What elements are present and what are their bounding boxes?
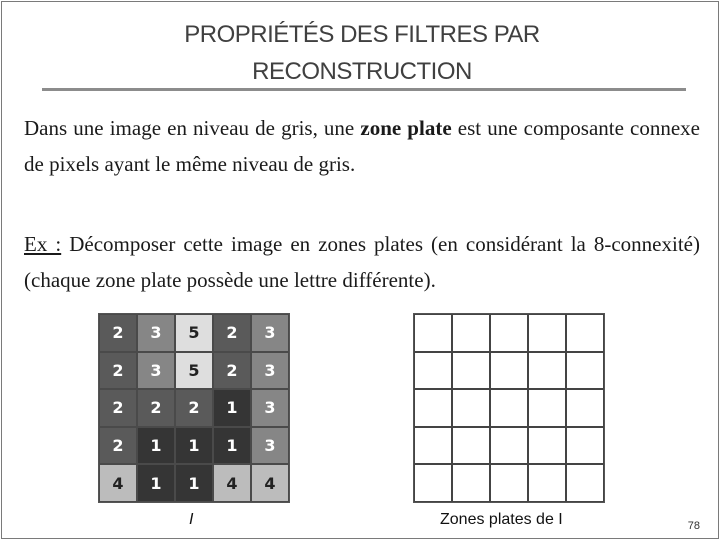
image-grid-cell: 3 [251,352,289,390]
result-grid-cell [528,389,566,427]
image-caption: I [189,511,194,528]
image-grid-cell: 4 [251,464,289,502]
image-grid-cell: 2 [213,352,251,390]
image-grid-cell: 4 [99,464,137,502]
image-grid-cell: 2 [99,314,137,352]
title-line-1: PROPRIÉTÉS DES FILTRES PAR [184,21,540,48]
image-grid-cell: 1 [213,389,251,427]
definition-text-end: est une composante connexe de pixels ayant le même niveau de gris. [24,116,700,176]
image-grid-cell: 1 [175,464,213,502]
image-grid-cell: 3 [137,352,175,390]
image-grid [98,313,290,503]
result-grid-cell [490,314,528,352]
result-grid-cell [566,314,604,352]
image-grid-cell: 5 [175,314,213,352]
result-grid-cell [490,352,528,390]
result-grid-cell [452,427,490,465]
image-grid-cell: 1 [213,427,251,465]
image-grid-cell: 3 [251,389,289,427]
result-grid-cell [490,389,528,427]
result-grid-cell [452,389,490,427]
image-grid-cell: 2 [175,389,213,427]
exercise-text: Décomposer cette image en zones plates (en considérant la 8-connexité) (chaque zone plate possède une lettre différente). [24,232,700,292]
title-line-2: RECONSTRUCTION [252,58,472,85]
page-number: 78 [687,520,700,532]
result-grid-cell [414,314,452,352]
image-grid-cell: 3 [251,314,289,352]
result-grid-cell [414,389,452,427]
result-grid-cell [452,464,490,502]
image-grid-cell: 4 [213,464,251,502]
result-caption: Zones plates de I [440,511,563,528]
image-grid-cell: 5 [175,352,213,390]
image-grid-cell: 1 [137,427,175,465]
result-grid-cell [566,352,604,390]
result-grid-cell [452,314,490,352]
definition-paragraph [24,110,700,182]
image-grid-cell: 2 [137,389,175,427]
result-grid-cell [566,427,604,465]
image-grid-cell: 2 [99,427,137,465]
result-grid-cell [528,464,566,502]
result-grid-cell [414,427,452,465]
result-grid-cell [566,389,604,427]
result-grid-cell [528,352,566,390]
result-grid-cell [528,427,566,465]
result-grid-cell [528,314,566,352]
slide-title [2,16,720,90]
exercise-label: Ex : [24,232,62,256]
title-divider [42,88,686,91]
image-grid-cell: 2 [99,389,137,427]
image-grid-cell: 2 [213,314,251,352]
image-grid-cell: 1 [137,464,175,502]
definition-term: zone plate [360,116,452,140]
result-grid-cell [490,464,528,502]
result-grid-cell [414,464,452,502]
image-grid-cell: 3 [137,314,175,352]
image-grid-cell: 3 [251,427,289,465]
result-grid-cell [414,352,452,390]
result-grid-cell [566,464,604,502]
image-grid-cell: 1 [175,427,213,465]
definition-text-start: Dans une image en niveau de gris, une [24,116,361,140]
result-grid-cell [490,427,528,465]
result-grid [413,313,605,503]
exercise-paragraph [24,226,700,298]
result-grid-cell [452,352,490,390]
image-grid-cell: 2 [99,352,137,390]
slide [1,1,719,539]
